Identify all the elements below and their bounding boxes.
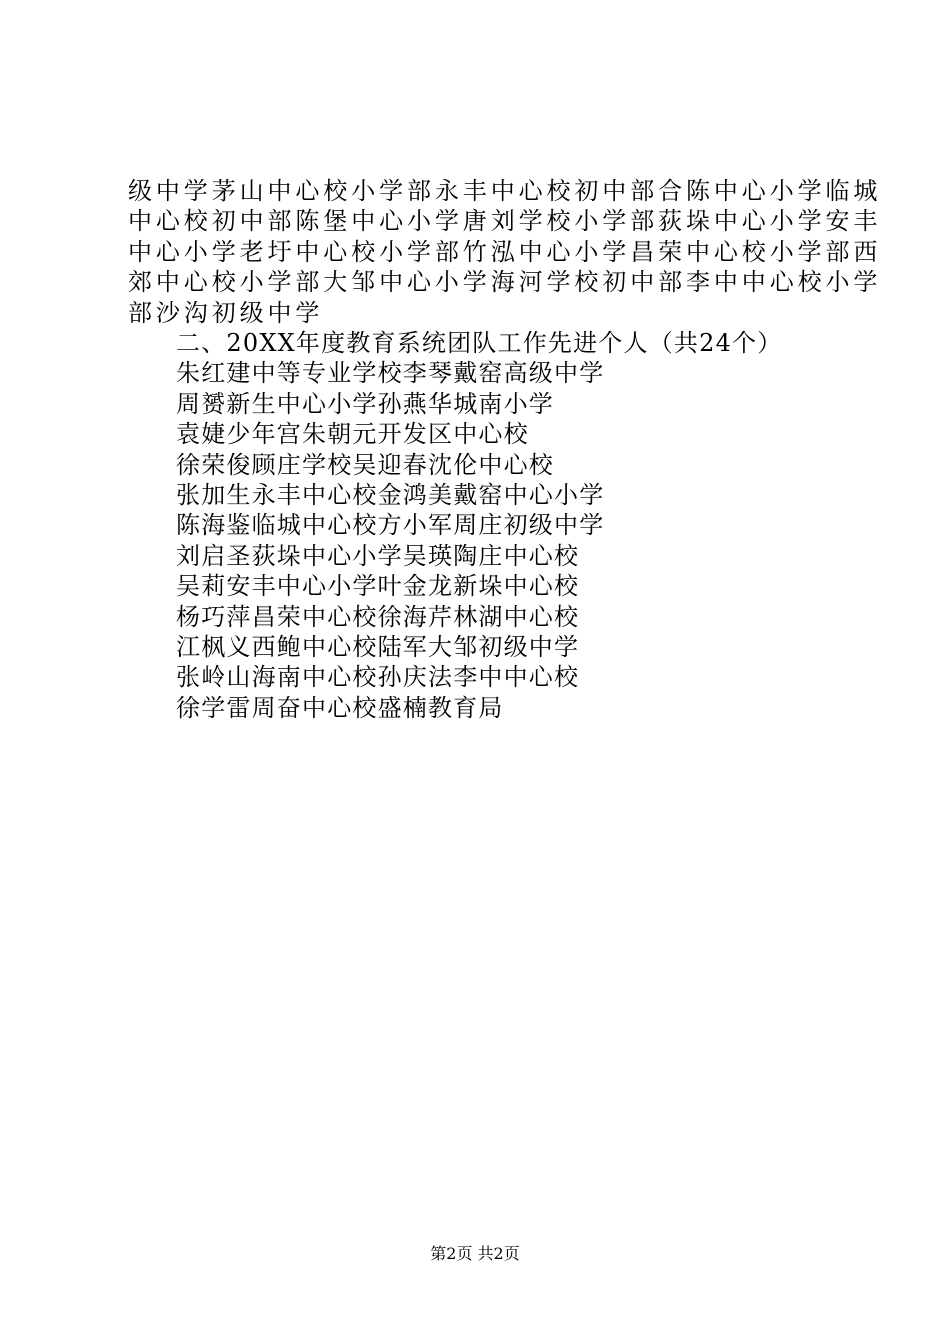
awardee-line: 吴莉安丰中心小学叶金龙新垛中心校 <box>176 572 580 601</box>
section-heading: 二、20XX年度教育系统团队工作先进个人（共24个） <box>176 329 783 357</box>
awardee-line: 张岭山海南中心校孙庆法李中中心校 <box>176 663 580 692</box>
awardee-line: 徐学雷周奋中心校盛楠教育局 <box>176 693 504 722</box>
awardee-line: 张加生永丰中心校金鸿美戴窑中心小学 <box>176 480 605 509</box>
school-list-paragraph <box>128 176 882 328</box>
paragraph-line: 郊中心校小学部大邹中心小学海河学校初中部李中中心校小学 <box>128 268 882 297</box>
awardee-line: 袁婕少年宫朱朝元开发区中心校 <box>176 420 529 449</box>
awardee-line: 徐荣俊顾庄学校吴迎春沈伦中心校 <box>176 450 554 479</box>
paragraph-line: 中心校初中部陈堡中心小学唐刘学校小学部荻垛中心小学安丰 <box>128 207 882 236</box>
paragraph-line: 中心小学老圩中心校小学部竹泓中心小学昌荣中心校小学部西 <box>128 237 882 266</box>
awardee-line: 朱红建中等专业学校李琴戴窑高级中学 <box>176 359 605 388</box>
awardee-line: 周赟新生中心小学孙燕华城南小学 <box>176 389 554 418</box>
awardee-line: 杨巧萍昌荣中心校徐海芹林湖中心校 <box>176 602 580 631</box>
paragraph-line: 级中学茅山中心校小学部永丰中心校初中部合陈中心小学临城 <box>128 177 882 205</box>
page-number-footer: 第2页 共2页 <box>430 1244 520 1263</box>
awardee-line: 陈海鉴临城中心校方小军周庄初级中学 <box>176 511 605 540</box>
paragraph-line: 部沙沟初级中学 <box>128 298 324 327</box>
awardees-section <box>176 328 836 723</box>
awardee-line: 刘启圣荻垛中心小学吴瑛陶庄中心校 <box>176 541 580 570</box>
awardee-line: 江枫义西鲍中心校陆军大邹初级中学 <box>176 632 580 661</box>
